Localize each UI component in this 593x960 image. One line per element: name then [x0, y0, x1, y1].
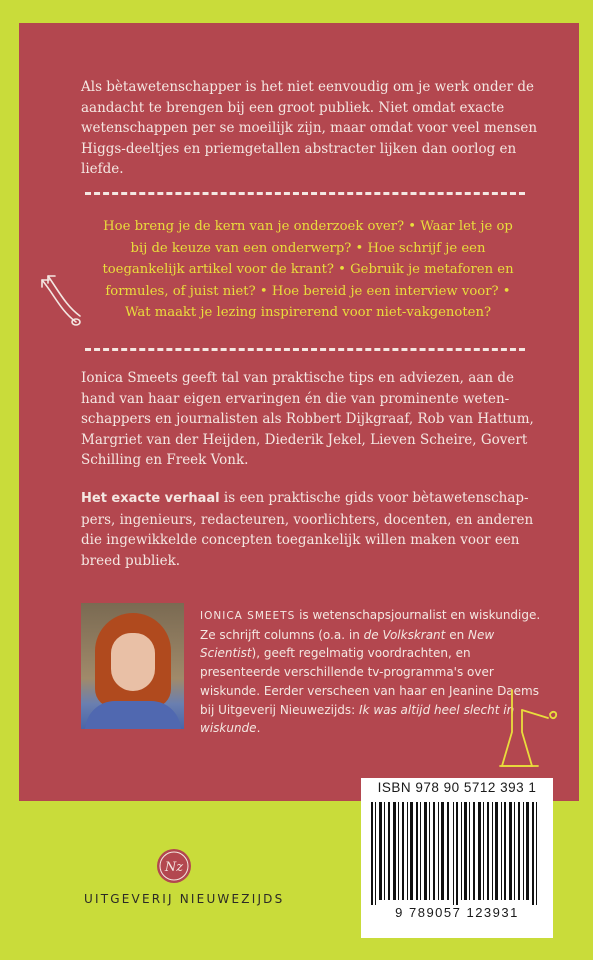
bio-italic: Ik was altijd heel slecht in wiskunde	[200, 702, 515, 736]
bio-text: ), geeft regelmatig voordrachten, en presenteerde verschillende tv-programma's over wiskunde. Eerder verscheen van haar en Jeanine Daems bij Uitgeverij Nieuwezijds:	[200, 646, 539, 717]
flask-icon	[498, 688, 560, 772]
bio-italic: New Scientist	[200, 627, 495, 661]
barcode-number: 9 789057 123931	[361, 905, 553, 920]
guide-text: is een praktische gids voor bètawetenschap-pers, ingenieurs, redacteuren, voorlichters, docenten, en anderen die ingewikkelde concepten toegankelijk willen maken voor een breed publiek.	[81, 490, 534, 569]
author-photo	[81, 603, 184, 729]
intro-blurb: Als bètawetenschapper is het niet eenvoudig om je werk onder de aandacht te brengen bij een groot publiek. Niet omdat exacte wetenschappen per se moeilijk zijn, maar omdat voor veel mensen Higgs-deeltjes en priemgetallen abstracter lijken dan oorlog en liefde.	[81, 79, 538, 177]
bio-text: en	[445, 627, 468, 642]
bio-italic: de Volkskrant	[363, 627, 446, 642]
tips-paragraph: Ionica Smeets geeft tal van praktische tips en adviezen, aan de hand van haar eigen ervaringen én die van prominente weten-schappers en journalisten als Robbert Dijkgraaf, Rob van Hattum, Margriet van der Heijden, Diederik Jekel, Lieven Scheire, Govert Schilling en Freek Vonk.	[81, 370, 534, 468]
bio-text: .	[256, 721, 261, 736]
bio-text: is wetenschapsjournalist en wiskundige. Ze schrijft columns (o.a. in	[200, 608, 541, 642]
guide-paragraph	[81, 488, 551, 571]
divider-top	[85, 192, 525, 195]
author-name: IONICA SMEETS	[200, 610, 296, 622]
questions-list: Hoe breng je de kern van je onderzoek over? • Waar let je op bij de keuze van een onderwerp? • Hoe schrijf je een toegankelijk artikel voor de krant? • Gebruik je metaforen en formules, of juist niet? • Hoe bereid je een interview voor? • Wat maakt je lezing inspirerend voor niet-vakgenoten?	[102, 219, 514, 320]
divider-bottom	[85, 348, 525, 351]
book-title: Het exacte verhaal	[81, 491, 220, 506]
publisher-name: UITGEVERIJ NIEUWEZIJDS	[84, 892, 285, 906]
publisher-logo	[156, 848, 192, 884]
arrows-icon	[36, 272, 86, 332]
logo-text: Nz	[164, 860, 184, 875]
isbn-label: ISBN 978 90 5712 393 1	[361, 778, 553, 798]
